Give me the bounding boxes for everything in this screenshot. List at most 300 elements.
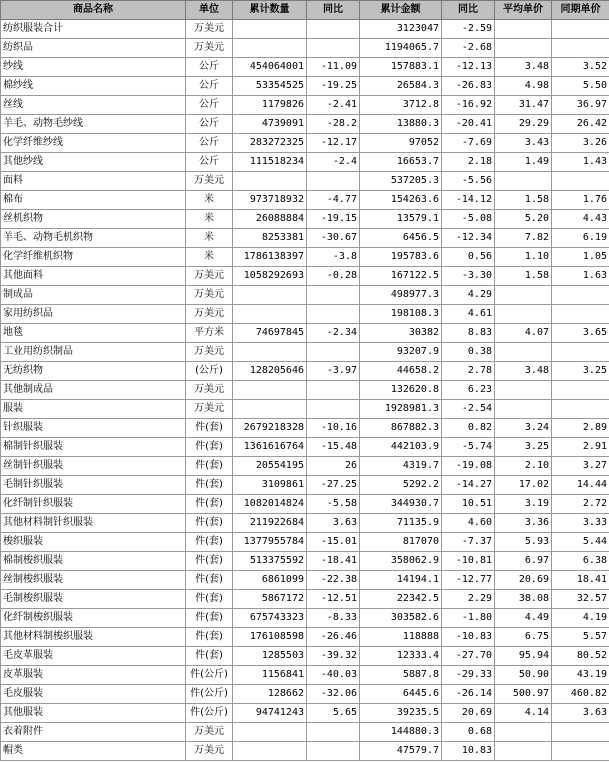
table-body: [1, 20, 609, 761]
average-unit-price-cell: 4.98: [495, 77, 552, 96]
cumulative-amount-cell: 44658.2: [360, 362, 442, 381]
average-unit-price-cell: [495, 39, 552, 58]
table-row: [1, 153, 609, 172]
unit-cell: 平方米: [186, 324, 233, 343]
average-unit-price-cell: 3.48: [495, 362, 552, 381]
cumulative-amount-cell: 3123047: [360, 20, 442, 39]
cumulative-amount-cell: 198108.3: [360, 305, 442, 324]
col-header-quantity-yoy: 同比: [307, 1, 360, 20]
average-unit-price-cell: [495, 723, 552, 742]
quantity-yoy-cell: -32.06: [307, 685, 360, 704]
table-row: [1, 514, 609, 533]
table-row: [1, 362, 609, 381]
product-name-cell: 工业用纺织制品: [1, 343, 186, 362]
product-name-cell: 丝线: [1, 96, 186, 115]
amount-yoy-cell: -29.33: [442, 666, 495, 685]
amount-yoy-cell: -14.27: [442, 476, 495, 495]
col-header-amount-yoy: 同比: [442, 1, 495, 20]
average-unit-price-cell: 3.36: [495, 514, 552, 533]
unit-cell: 米: [186, 210, 233, 229]
cumulative-quantity-cell: 128205646: [233, 362, 307, 381]
product-name-cell: 毛皮革服装: [1, 647, 186, 666]
average-unit-price-cell: [495, 400, 552, 419]
cumulative-amount-cell: 22342.5: [360, 590, 442, 609]
average-unit-price-cell: 7.82: [495, 229, 552, 248]
table-row: [1, 704, 609, 723]
quantity-yoy-cell: -27.25: [307, 476, 360, 495]
table-row: [1, 248, 609, 267]
cumulative-quantity-cell: 1377955784: [233, 533, 307, 552]
average-unit-price-cell: 6.75: [495, 628, 552, 647]
quantity-yoy-cell: [307, 742, 360, 761]
cumulative-quantity-cell: 2679218328: [233, 419, 307, 438]
table-row: [1, 96, 609, 115]
quantity-yoy-cell: [307, 343, 360, 362]
product-name-cell: 棉布: [1, 191, 186, 210]
table-row: [1, 39, 609, 58]
prior-period-unit-price-cell: 1.63: [552, 267, 609, 286]
quantity-yoy-cell: -19.25: [307, 77, 360, 96]
prior-period-unit-price-cell: 3.63: [552, 704, 609, 723]
product-name-cell: 丝制针织服装: [1, 457, 186, 476]
cumulative-amount-cell: 118888: [360, 628, 442, 647]
quantity-yoy-cell: -5.58: [307, 495, 360, 514]
amount-yoy-cell: 6.23: [442, 381, 495, 400]
amount-yoy-cell: -5.08: [442, 210, 495, 229]
quantity-yoy-cell: -30.67: [307, 229, 360, 248]
quantity-yoy-cell: -26.46: [307, 628, 360, 647]
unit-cell: 米: [186, 229, 233, 248]
average-unit-price-cell: 17.02: [495, 476, 552, 495]
unit-cell: 件(套): [186, 533, 233, 552]
product-name-cell: 制成品: [1, 286, 186, 305]
cumulative-amount-cell: 13579.1: [360, 210, 442, 229]
prior-period-unit-price-cell: [552, 39, 609, 58]
amount-yoy-cell: 0.38: [442, 343, 495, 362]
amount-yoy-cell: -19.08: [442, 457, 495, 476]
table-row: [1, 723, 609, 742]
cumulative-amount-cell: 358062.9: [360, 552, 442, 571]
product-name-cell: 梭织服装: [1, 533, 186, 552]
amount-yoy-cell: 4.29: [442, 286, 495, 305]
cumulative-amount-cell: 4319.7: [360, 457, 442, 476]
cumulative-quantity-cell: [233, 343, 307, 362]
cumulative-amount-cell: 39235.5: [360, 704, 442, 723]
cumulative-quantity-cell: 3109861: [233, 476, 307, 495]
unit-cell: (公斤): [186, 362, 233, 381]
table-row: [1, 305, 609, 324]
amount-yoy-cell: -7.69: [442, 134, 495, 153]
cumulative-amount-cell: 867882.3: [360, 419, 442, 438]
amount-yoy-cell: -3.30: [442, 267, 495, 286]
product-name-cell: 无纺织物: [1, 362, 186, 381]
unit-cell: 件(公斤): [186, 704, 233, 723]
average-unit-price-cell: 3.19: [495, 495, 552, 514]
average-unit-price-cell: [495, 286, 552, 305]
product-name-cell: 地毯: [1, 324, 186, 343]
cumulative-amount-cell: 442103.9: [360, 438, 442, 457]
amount-yoy-cell: 0.68: [442, 723, 495, 742]
unit-cell: 件(公斤): [186, 685, 233, 704]
cumulative-amount-cell: 16653.7: [360, 153, 442, 172]
prior-period-unit-price-cell: 6.19: [552, 229, 609, 248]
product-name-cell: 化学纤维纱线: [1, 134, 186, 153]
unit-cell: 件(公斤): [186, 666, 233, 685]
quantity-yoy-cell: [307, 381, 360, 400]
cumulative-quantity-cell: 1786138397: [233, 248, 307, 267]
amount-yoy-cell: -2.54: [442, 400, 495, 419]
prior-period-unit-price-cell: 32.57: [552, 590, 609, 609]
cumulative-amount-cell: 26584.3: [360, 77, 442, 96]
prior-period-unit-price-cell: [552, 20, 609, 39]
quantity-yoy-cell: -2.41: [307, 96, 360, 115]
prior-period-unit-price-cell: 80.52: [552, 647, 609, 666]
cumulative-amount-cell: 13880.3: [360, 115, 442, 134]
product-name-cell: 丝制梭织服装: [1, 571, 186, 590]
unit-cell: 件(套): [186, 457, 233, 476]
quantity-yoy-cell: -2.4: [307, 153, 360, 172]
unit-cell: 万美元: [186, 400, 233, 419]
cumulative-amount-cell: 154263.6: [360, 191, 442, 210]
cumulative-quantity-cell: 26088884: [233, 210, 307, 229]
quantity-yoy-cell: -3.8: [307, 248, 360, 267]
prior-period-unit-price-cell: 26.42: [552, 115, 609, 134]
quantity-yoy-cell: [307, 723, 360, 742]
cumulative-quantity-cell: [233, 20, 307, 39]
product-name-cell: 丝机织物: [1, 210, 186, 229]
average-unit-price-cell: 4.14: [495, 704, 552, 723]
prior-period-unit-price-cell: 3.27: [552, 457, 609, 476]
col-header-cumulative-quantity: 累计数量: [233, 1, 307, 20]
prior-period-unit-price-cell: [552, 381, 609, 400]
quantity-yoy-cell: -12.17: [307, 134, 360, 153]
unit-cell: 米: [186, 191, 233, 210]
product-name-cell: 其他服装: [1, 704, 186, 723]
amount-yoy-cell: -7.37: [442, 533, 495, 552]
cumulative-amount-cell: 71135.9: [360, 514, 442, 533]
average-unit-price-cell: [495, 742, 552, 761]
product-name-cell: 针织服装: [1, 419, 186, 438]
table-row: [1, 685, 609, 704]
product-name-cell: 纺织服装合计: [1, 20, 186, 39]
unit-cell: 万美元: [186, 20, 233, 39]
product-name-cell: 化纤制针织服装: [1, 495, 186, 514]
product-name-cell: 棉制梭织服装: [1, 552, 186, 571]
cumulative-quantity-cell: [233, 723, 307, 742]
unit-cell: 件(套): [186, 571, 233, 590]
unit-cell: 米: [186, 248, 233, 267]
unit-cell: 件(套): [186, 609, 233, 628]
unit-cell: 公斤: [186, 77, 233, 96]
average-unit-price-cell: 31.47: [495, 96, 552, 115]
amount-yoy-cell: -5.74: [442, 438, 495, 457]
cumulative-amount-cell: 1928981.3: [360, 400, 442, 419]
average-unit-price-cell: [495, 381, 552, 400]
prior-period-unit-price-cell: 1.05: [552, 248, 609, 267]
average-unit-price-cell: 1.58: [495, 267, 552, 286]
prior-period-unit-price-cell: 14.44: [552, 476, 609, 495]
quantity-yoy-cell: [307, 305, 360, 324]
average-unit-price-cell: 5.20: [495, 210, 552, 229]
table-row: [1, 381, 609, 400]
prior-period-unit-price-cell: 2.89: [552, 419, 609, 438]
amount-yoy-cell: 0.82: [442, 419, 495, 438]
unit-cell: 件(套): [186, 419, 233, 438]
amount-yoy-cell: -26.14: [442, 685, 495, 704]
quantity-yoy-cell: -3.97: [307, 362, 360, 381]
product-name-cell: 家用纺织品: [1, 305, 186, 324]
cumulative-quantity-cell: 675743323: [233, 609, 307, 628]
prior-period-unit-price-cell: 4.43: [552, 210, 609, 229]
prior-period-unit-price-cell: 4.19: [552, 609, 609, 628]
unit-cell: 公斤: [186, 134, 233, 153]
product-name-cell: 棉制针织服装: [1, 438, 186, 457]
cumulative-amount-cell: 3712.8: [360, 96, 442, 115]
table-row: [1, 628, 609, 647]
cumulative-quantity-cell: [233, 742, 307, 761]
product-name-cell: 化学纤维机织物: [1, 248, 186, 267]
amount-yoy-cell: -27.70: [442, 647, 495, 666]
unit-cell: 件(套): [186, 514, 233, 533]
average-unit-price-cell: 29.29: [495, 115, 552, 134]
table-row: [1, 647, 609, 666]
table-row: [1, 742, 609, 761]
product-name-cell: 毛皮服装: [1, 685, 186, 704]
average-unit-price-cell: 1.10: [495, 248, 552, 267]
amount-yoy-cell: 10.51: [442, 495, 495, 514]
prior-period-unit-price-cell: 3.25: [552, 362, 609, 381]
amount-yoy-cell: 2.29: [442, 590, 495, 609]
unit-cell: 件(套): [186, 590, 233, 609]
table-row: [1, 343, 609, 362]
average-unit-price-cell: [495, 343, 552, 362]
product-name-cell: 纺织品: [1, 39, 186, 58]
prior-period-unit-price-cell: 3.33: [552, 514, 609, 533]
unit-cell: 万美元: [186, 381, 233, 400]
average-unit-price-cell: 5.93: [495, 533, 552, 552]
col-header-product-name: 商品名称: [1, 1, 186, 20]
prior-period-unit-price-cell: 5.50: [552, 77, 609, 96]
table-row: [1, 286, 609, 305]
prior-period-unit-price-cell: 18.41: [552, 571, 609, 590]
quantity-yoy-cell: [307, 39, 360, 58]
amount-yoy-cell: 4.61: [442, 305, 495, 324]
cumulative-amount-cell: 498977.3: [360, 286, 442, 305]
average-unit-price-cell: [495, 305, 552, 324]
amount-yoy-cell: 0.56: [442, 248, 495, 267]
amount-yoy-cell: -2.59: [442, 20, 495, 39]
cumulative-quantity-cell: 111518234: [233, 153, 307, 172]
average-unit-price-cell: 3.25: [495, 438, 552, 457]
prior-period-unit-price-cell: 36.97: [552, 96, 609, 115]
cumulative-quantity-cell: 1156841: [233, 666, 307, 685]
unit-cell: 万美元: [186, 39, 233, 58]
prior-period-unit-price-cell: [552, 286, 609, 305]
table-row: [1, 476, 609, 495]
unit-cell: 件(套): [186, 552, 233, 571]
cumulative-quantity-cell: 5867172: [233, 590, 307, 609]
quantity-yoy-cell: [307, 20, 360, 39]
unit-cell: 万美元: [186, 305, 233, 324]
header-row: [1, 1, 609, 20]
average-unit-price-cell: 38.08: [495, 590, 552, 609]
cumulative-quantity-cell: 1285503: [233, 647, 307, 666]
table-row: [1, 115, 609, 134]
amount-yoy-cell: -1.80: [442, 609, 495, 628]
quantity-yoy-cell: [307, 286, 360, 305]
product-name-cell: 毛制针织服装: [1, 476, 186, 495]
average-unit-price-cell: 20.69: [495, 571, 552, 590]
table-row: [1, 58, 609, 77]
product-name-cell: 其他面料: [1, 267, 186, 286]
average-unit-price-cell: [495, 20, 552, 39]
amount-yoy-cell: 8.83: [442, 324, 495, 343]
product-name-cell: 衣着附件: [1, 723, 186, 742]
prior-period-unit-price-cell: 1.43: [552, 153, 609, 172]
prior-period-unit-price-cell: 3.52: [552, 58, 609, 77]
prior-period-unit-price-cell: 2.91: [552, 438, 609, 457]
cumulative-amount-cell: 344930.7: [360, 495, 442, 514]
cumulative-quantity-cell: 53354525: [233, 77, 307, 96]
quantity-yoy-cell: -19.15: [307, 210, 360, 229]
table-row: [1, 609, 609, 628]
quantity-yoy-cell: -22.38: [307, 571, 360, 590]
product-name-cell: 皮革服装: [1, 666, 186, 685]
cumulative-amount-cell: 12333.4: [360, 647, 442, 666]
amount-yoy-cell: -20.41: [442, 115, 495, 134]
unit-cell: 万美元: [186, 723, 233, 742]
product-name-cell: 其他材料制梭织服装: [1, 628, 186, 647]
table-row: [1, 172, 609, 191]
unit-cell: 件(套): [186, 438, 233, 457]
quantity-yoy-cell: -12.51: [307, 590, 360, 609]
unit-cell: 件(套): [186, 495, 233, 514]
cumulative-quantity-cell: 454064001: [233, 58, 307, 77]
table-row: [1, 229, 609, 248]
average-unit-price-cell: 3.24: [495, 419, 552, 438]
table-row: [1, 571, 609, 590]
product-name-cell: 其他制成品: [1, 381, 186, 400]
cumulative-amount-cell: 537205.3: [360, 172, 442, 191]
cumulative-amount-cell: 5887.8: [360, 666, 442, 685]
table-row: [1, 590, 609, 609]
average-unit-price-cell: 500.97: [495, 685, 552, 704]
cumulative-quantity-cell: [233, 172, 307, 191]
table-row: [1, 324, 609, 343]
cumulative-quantity-cell: 128662: [233, 685, 307, 704]
cumulative-amount-cell: 30382: [360, 324, 442, 343]
amount-yoy-cell: -5.56: [442, 172, 495, 191]
cumulative-quantity-cell: 6861099: [233, 571, 307, 590]
table-row: [1, 552, 609, 571]
cumulative-amount-cell: 6456.5: [360, 229, 442, 248]
cumulative-amount-cell: 97052: [360, 134, 442, 153]
cumulative-quantity-cell: 211922684: [233, 514, 307, 533]
quantity-yoy-cell: -40.03: [307, 666, 360, 685]
prior-period-unit-price-cell: [552, 172, 609, 191]
cumulative-quantity-cell: 74697845: [233, 324, 307, 343]
average-unit-price-cell: 50.90: [495, 666, 552, 685]
average-unit-price-cell: [495, 172, 552, 191]
average-unit-price-cell: 3.48: [495, 58, 552, 77]
product-name-cell: 化纤制梭织服装: [1, 609, 186, 628]
amount-yoy-cell: -26.83: [442, 77, 495, 96]
table-row: [1, 210, 609, 229]
cumulative-amount-cell: 47579.7: [360, 742, 442, 761]
cumulative-quantity-cell: [233, 305, 307, 324]
amount-yoy-cell: -14.12: [442, 191, 495, 210]
unit-cell: 万美元: [186, 343, 233, 362]
prior-period-unit-price-cell: 5.44: [552, 533, 609, 552]
cumulative-quantity-cell: [233, 286, 307, 305]
product-name-cell: 面料: [1, 172, 186, 191]
product-name-cell: 羊毛、动物毛纱线: [1, 115, 186, 134]
average-unit-price-cell: 4.07: [495, 324, 552, 343]
prior-period-unit-price-cell: 3.65: [552, 324, 609, 343]
cumulative-amount-cell: 1194065.7: [360, 39, 442, 58]
cumulative-quantity-cell: 1179826: [233, 96, 307, 115]
quantity-yoy-cell: -10.16: [307, 419, 360, 438]
table-row: [1, 666, 609, 685]
amount-yoy-cell: -10.83: [442, 628, 495, 647]
prior-period-unit-price-cell: 3.26: [552, 134, 609, 153]
prior-period-unit-price-cell: [552, 400, 609, 419]
average-unit-price-cell: 1.58: [495, 191, 552, 210]
quantity-yoy-cell: [307, 172, 360, 191]
amount-yoy-cell: 2.78: [442, 362, 495, 381]
product-name-cell: 其他纱线: [1, 153, 186, 172]
col-header-cumulative-amount: 累计金额: [360, 1, 442, 20]
quantity-yoy-cell: -2.34: [307, 324, 360, 343]
average-unit-price-cell: 6.97: [495, 552, 552, 571]
cumulative-quantity-cell: [233, 39, 307, 58]
col-header-prior-period-unit-price: 同期单价: [552, 1, 609, 20]
cumulative-amount-cell: 93207.9: [360, 343, 442, 362]
cumulative-quantity-cell: 8253381: [233, 229, 307, 248]
unit-cell: 万美元: [186, 267, 233, 286]
amount-yoy-cell: -12.34: [442, 229, 495, 248]
cumulative-quantity-cell: 20554195: [233, 457, 307, 476]
amount-yoy-cell: 10.83: [442, 742, 495, 761]
table-row: [1, 495, 609, 514]
unit-cell: 万美元: [186, 742, 233, 761]
quantity-yoy-cell: -15.48: [307, 438, 360, 457]
unit-cell: 公斤: [186, 115, 233, 134]
prior-period-unit-price-cell: [552, 343, 609, 362]
prior-period-unit-price-cell: 1.76: [552, 191, 609, 210]
unit-cell: 件(套): [186, 647, 233, 666]
average-unit-price-cell: 4.49: [495, 609, 552, 628]
cumulative-amount-cell: 144880.3: [360, 723, 442, 742]
average-unit-price-cell: 1.49: [495, 153, 552, 172]
cumulative-amount-cell: 157883.1: [360, 58, 442, 77]
unit-cell: 公斤: [186, 96, 233, 115]
average-unit-price-cell: 95.94: [495, 647, 552, 666]
cumulative-amount-cell: 132620.8: [360, 381, 442, 400]
prior-period-unit-price-cell: 460.82: [552, 685, 609, 704]
quantity-yoy-cell: -11.09: [307, 58, 360, 77]
quantity-yoy-cell: -0.28: [307, 267, 360, 286]
cumulative-quantity-cell: 283272325: [233, 134, 307, 153]
quantity-yoy-cell: -4.77: [307, 191, 360, 210]
cumulative-quantity-cell: 513375592: [233, 552, 307, 571]
prior-period-unit-price-cell: 2.72: [552, 495, 609, 514]
quantity-yoy-cell: -18.41: [307, 552, 360, 571]
cumulative-quantity-cell: 176108598: [233, 628, 307, 647]
unit-cell: 万美元: [186, 172, 233, 191]
quantity-yoy-cell: [307, 400, 360, 419]
average-unit-price-cell: 3.43: [495, 134, 552, 153]
